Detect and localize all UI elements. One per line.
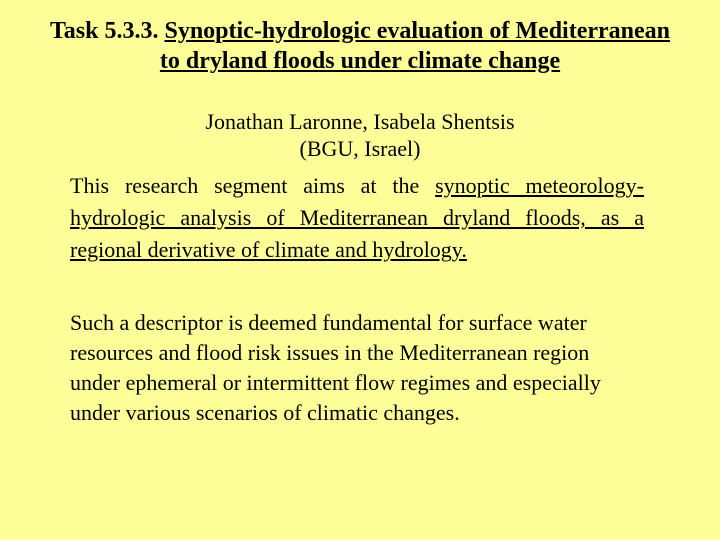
title-line-2: to dryland floods under climate change: [159, 48, 561, 74]
descriptor-paragraph: Such a descriptor is deemed fundamental for surface water resources and flood risk issues in the Mediterranean region under ephemeral or intermittent flow regimes and especially under various scenarios of climatic changes.: [70, 310, 601, 425]
author-names: Jonathan Laronne, Isabela Shentsis: [205, 109, 515, 134]
research-description-underlined: synoptic meteorology-hydrologic analysis of Mediterranean dryland floods, as a regional derivative of climate and hydrology.: [70, 173, 644, 262]
research-description: [70, 170, 644, 266]
slide-title: [0, 16, 720, 76]
author-affiliation: (BGU, Israel): [299, 136, 421, 161]
title-line-1: Synoptic-hydrologic evaluation of Mediterranean: [164, 18, 671, 44]
title-task-number: Task 5.3.3.: [49, 18, 165, 44]
research-description-plain: This research segment aims at the: [70, 173, 436, 198]
authors-block: [0, 108, 720, 162]
